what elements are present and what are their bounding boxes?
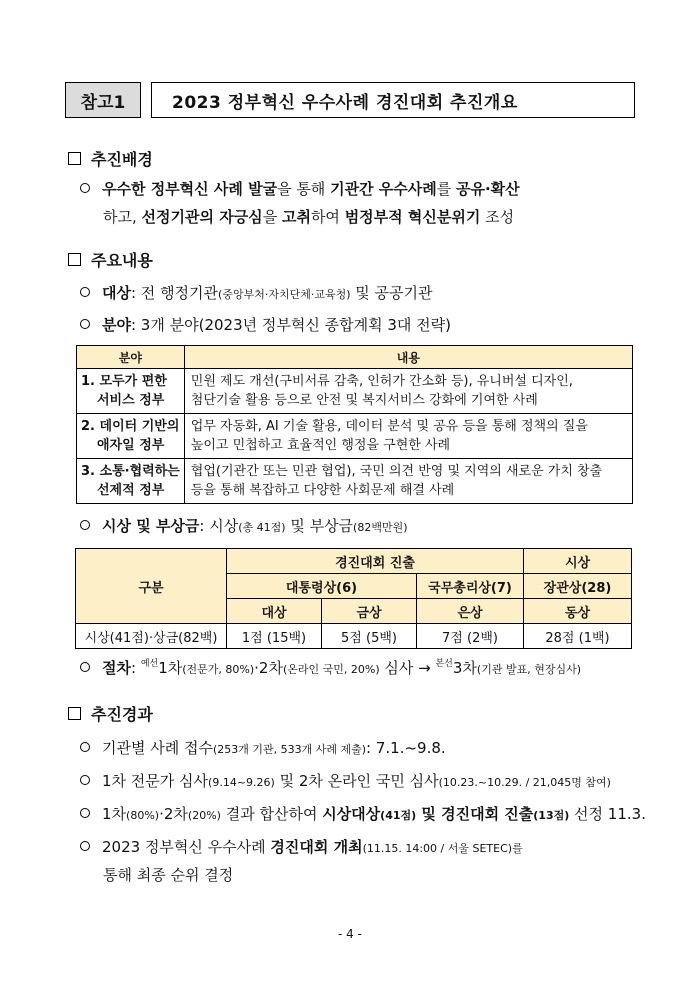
description-cell (184, 459, 632, 504)
contest-header: 경진대회 진출 (227, 549, 524, 574)
target-line (80, 282, 433, 303)
text: 기관별 사례 접수 (102, 739, 213, 757)
table-row (77, 369, 633, 414)
circle-bullet-icon (80, 775, 90, 785)
text-bold: 고취 (281, 208, 311, 226)
text-small: (82백만원) (353, 521, 408, 534)
text-small: (9.14~9.26) (208, 776, 275, 789)
category-cell (77, 459, 185, 504)
text-small: (기관 발표, 현장심사) (476, 663, 582, 676)
grade-header: 대상 (227, 599, 322, 624)
text: 을 (262, 208, 282, 226)
award-header: 시상 (524, 549, 632, 574)
category-line: 2. 데이터 기반의 (81, 419, 180, 434)
pm-header: 국무총리상(7) (417, 574, 524, 599)
background-line-2 (103, 206, 514, 227)
text: 하고, (103, 208, 142, 226)
field-label: 분야 (102, 316, 131, 334)
circle-bullet-icon (80, 183, 90, 193)
category-cell (77, 414, 185, 459)
circle-bullet-icon (80, 662, 90, 672)
superscript: 예선 (140, 659, 159, 669)
section-title: 주요내용 (91, 251, 153, 270)
text-small: (253개 기관, 533개 사례 제출) (212, 743, 367, 756)
text: : (130, 659, 141, 677)
title-row (65, 82, 635, 120)
description-line: 등을 통해 복잡하고 다양한 사회문제 해결 사례 (190, 483, 455, 498)
text: 및 2차 온라인 국민 심사 (274, 772, 439, 790)
description-line: 민원 제도 개선(구비서류 감축, 인허가 간소화 등), 유니버설 디자인, (190, 374, 573, 389)
category-line: 선제적 정부 (97, 483, 165, 498)
category-line: 3. 소통·협력하는 (81, 464, 180, 479)
text-bold: 공유·확산 (456, 180, 520, 198)
section-title: 추진배경 (91, 150, 153, 169)
section-content (68, 248, 153, 271)
text-bold: 경진대회 개최 (270, 838, 363, 856)
square-bullet-icon (68, 152, 81, 165)
text-small: (총 41점) (238, 521, 286, 534)
text: : 전 행정기관 (130, 284, 219, 302)
text-bold: 시상대상 (322, 805, 381, 823)
text-small: (중앙부처·자치단체·교육청) (218, 288, 351, 301)
procedure-line (80, 656, 581, 678)
text-bold-small: (41점) (380, 809, 417, 822)
text: 를 (436, 180, 456, 198)
grade-header: 동상 (524, 599, 632, 624)
table-row (76, 624, 632, 649)
category-line: 서비스 정부 (97, 393, 165, 408)
progress-line-1 (80, 737, 446, 758)
text: 통해 최종 순위 결정 (103, 866, 234, 884)
progress-line-4 (80, 836, 523, 857)
text: 심사 → (379, 659, 436, 677)
row-label: 시상(41점)·상금(82백) (76, 624, 227, 649)
prize-table (75, 548, 632, 649)
description-cell (184, 369, 632, 414)
category-line: 애자일 정부 (97, 438, 165, 453)
text-small: (10.23.~10.29. / 21,045명 참여) (438, 776, 611, 789)
text: 1차 전문가 심사 (102, 772, 209, 790)
background-line-1 (80, 178, 520, 199)
presidential-header: 대통령상(6) (227, 574, 417, 599)
value-cell: 1점 (15백) (227, 624, 322, 649)
text: 을 통해 (277, 180, 331, 198)
section-progress (68, 702, 153, 725)
text: 2023 정부혁신 우수사례 (102, 838, 271, 856)
text: 하여 (310, 208, 345, 226)
value-cell: 28점 (1백) (524, 624, 632, 649)
value-cell: 5점 (5백) (322, 624, 417, 649)
square-bullet-icon (68, 707, 81, 720)
text-small: (80%) (126, 809, 160, 822)
text-bold: 범정부적 혁신분위기 (344, 208, 481, 226)
description-line: 첨단기술 활용 등으로 안전 및 복지서비스 강화에 기여한 사례 (190, 393, 538, 408)
text: 및 공공기관 (350, 284, 433, 302)
category-line: 1. 모두가 편한 (81, 374, 167, 389)
table-header-row (77, 346, 633, 369)
square-bullet-icon (68, 253, 81, 266)
text-bold: 및 경진대회 진출 (416, 805, 534, 823)
page-number: - 4 - (338, 927, 362, 941)
circle-bullet-icon (80, 287, 90, 297)
circle-bullet-icon (80, 520, 90, 530)
text: ·2차 (159, 805, 188, 823)
target-label: 대상 (102, 284, 131, 302)
grade-header: 금상 (322, 599, 417, 624)
text: 및 부상금 (285, 517, 354, 535)
progress-line-2 (80, 770, 611, 791)
text: ·2차 (254, 659, 283, 677)
text: : 시상 (199, 517, 239, 535)
text: 1차 (102, 805, 127, 823)
text-small: (온라인 국민, 20%) (282, 663, 380, 676)
text-small: (20%) (187, 809, 221, 822)
circle-bullet-icon (80, 319, 90, 329)
category-cell (77, 369, 185, 414)
text-bold-small: (13점) (533, 809, 570, 822)
fields-table (76, 345, 633, 504)
text-bold: 선정기관의 자긍심 (141, 208, 263, 226)
section-background (68, 147, 153, 170)
procedure-label: 절차 (102, 659, 131, 677)
section-title: 추진경과 (91, 705, 153, 724)
circle-bullet-icon (80, 808, 90, 818)
text: : 7.1.~9.8. (366, 739, 446, 757)
superscript: 본선 (435, 659, 453, 669)
column-header: 분야 (77, 346, 185, 369)
page-title: 2023 정부혁신 우수사례 경진대회 추진개요 (151, 82, 635, 118)
description-line: 협업(기관간 또는 민관 협업), 국민 의견 반영 및 지역의 새로운 가치 창출 (190, 464, 603, 479)
description-cell (184, 414, 632, 459)
text: : 3개 분야(2023년 정부혁신 종합계획 3대 전략) (130, 316, 451, 334)
progress-line-5 (103, 864, 233, 885)
circle-bullet-icon (80, 742, 90, 752)
text-bold: 우수한 정부혁신 사례 발굴 (102, 180, 278, 198)
group-header: 구분 (76, 549, 227, 624)
text: 3차 (452, 659, 477, 677)
progress-line-3 (80, 803, 646, 824)
column-header: 내용 (184, 346, 632, 369)
text: 결과 합산하여 (220, 805, 323, 823)
prize-label: 시상 및 부상금 (102, 517, 200, 535)
text-small: (전문가, 80%) (182, 663, 255, 676)
circle-bullet-icon (80, 841, 90, 851)
text: 1차 (158, 659, 183, 677)
value-cell: 7점 (2백) (417, 624, 524, 649)
table-row (77, 414, 633, 459)
text-bold: 기관간 우수사례 (330, 180, 437, 198)
text: 조성 (480, 208, 515, 226)
text: 선정 11.3. (569, 805, 646, 823)
table-row (77, 459, 633, 504)
field-line (80, 314, 451, 335)
grade-header: 은상 (417, 599, 524, 624)
reference-tag: 참고1 (65, 82, 141, 118)
description-line: 높이고 민첩하고 효율적인 행정을 구현한 사례 (190, 438, 451, 453)
prize-line (80, 515, 408, 536)
text-small: (11.15. 14:00 / 서울 SETEC)를 (362, 842, 523, 855)
description-line: 업무 자동화, AI 기술 활용, 데이터 분석 및 공유 등을 통해 정책의 질을 (190, 419, 588, 434)
table-header-row (76, 549, 632, 574)
minister-header: 장관상(28) (524, 574, 632, 599)
